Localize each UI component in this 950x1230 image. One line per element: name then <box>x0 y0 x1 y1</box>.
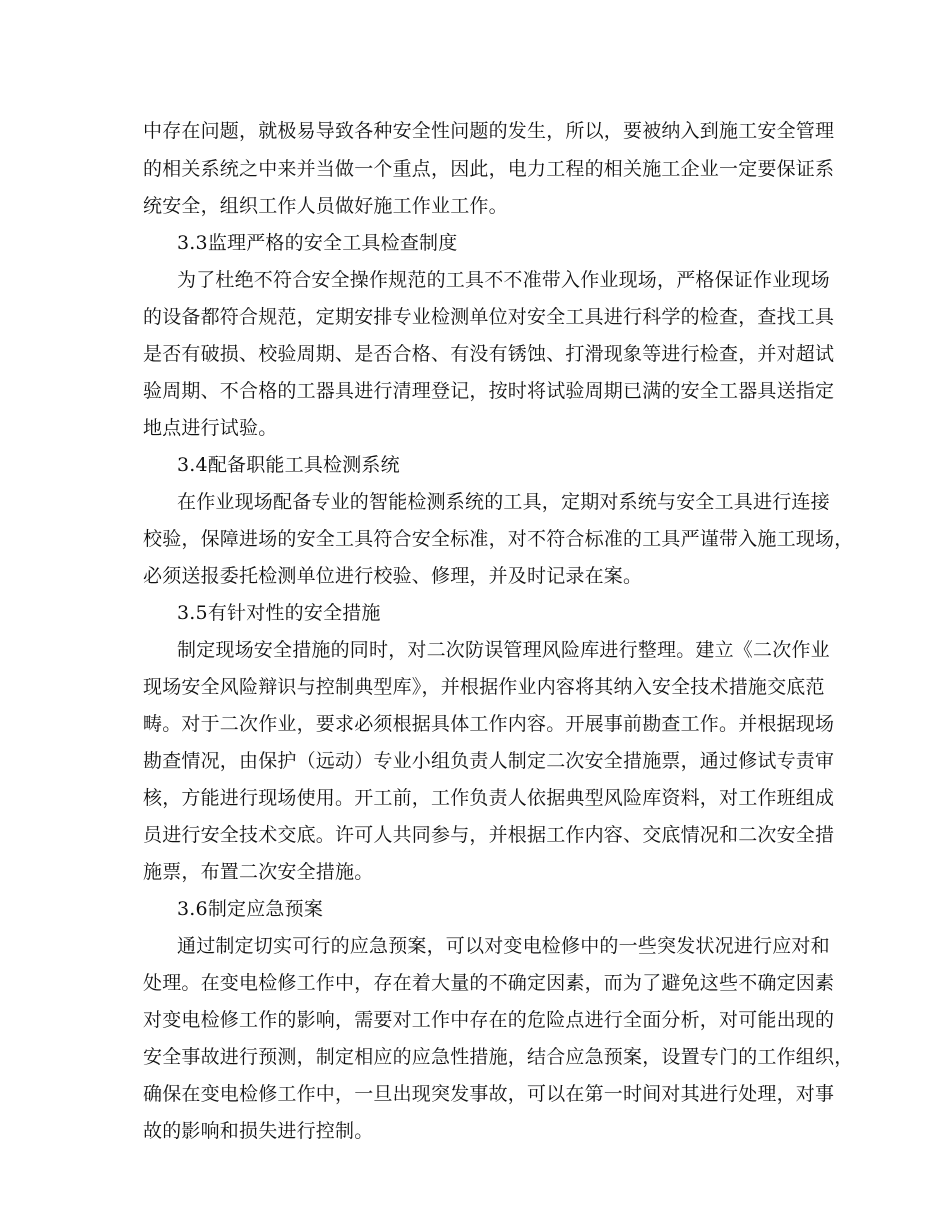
paragraph-line: 员进行安全技术交底。许可人共同参与，并根据工作内容、交底情况和二次安全措 <box>143 824 835 846</box>
paragraph-line: 畴。对于二次作业，要求必须根据具体工作内容。开展事前勘查工作。并根据现场 <box>143 713 835 735</box>
section-heading-3-6: 3.6制定应急预案 <box>177 898 324 920</box>
section-heading-3-4: 3.4配备职能工具检测系统 <box>177 454 400 476</box>
paragraph-line: 对变电检修工作的影响，需要对工作中存在的危险点进行全面分析，对可能出现的 <box>143 1009 835 1031</box>
paragraph-line: 施票，布置二次安全措施。 <box>143 861 374 883</box>
paragraph-line: 校验，保障进场的安全工具符合安全标准，对不符合标准的工具严谨带入施工现场， <box>143 528 854 550</box>
paragraph-line: 核，方能进行现场使用。开工前，工作负责人依据典型风险库资料，对工作班组成 <box>143 787 835 809</box>
paragraph-line: 故的影响和损失进行控制。 <box>143 1120 374 1142</box>
paragraph-line: 现场安全风险辩识与控制典型库》，并根据作业内容将其纳入安全技术措施交底范 <box>143 676 825 698</box>
paragraph-line: 必须送报委托检测单位进行校验、修理，并及时记录在案。 <box>143 565 643 587</box>
paragraph-line: 通过制定切实可行的应急预案，可以对变电检修中的一些突发状况进行应对和 <box>177 935 830 957</box>
paragraph-line: 地点进行试验。 <box>143 417 278 439</box>
paragraph-line: 为了杜绝不符合安全操作规范的工具不不准带入作业现场，严格保证作业现场 <box>177 269 830 291</box>
paragraph-line: 在作业现场配备专业的智能检测系统的工具，定期对系统与安全工具进行连接 <box>177 491 830 513</box>
paragraph-line: 统安全，组织工作人员做好施工作业工作。 <box>143 195 508 217</box>
paragraph-line: 制定现场安全措施的同时，对二次防误管理风险库进行整理。建立《二次作业 <box>177 639 830 661</box>
paragraph-line: 的设备都符合规范，定期安排专业检测单位对安全工具进行科学的检查，查找工具 <box>143 306 835 328</box>
paragraph-line: 处理。在变电检修工作中，存在着大量的不确定因素，而为了避免这些不确定因素 <box>143 972 835 994</box>
paragraph-line: 勘查情况，由保护（远动）专业小组负责人制定二次安全措施票，通过修试专责审 <box>143 750 835 772</box>
section-heading-3-3: 3.3监理严格的安全工具检查制度 <box>177 232 458 254</box>
paragraph-line: 的相关系统之中来并当做一个重点，因此，电力工程的相关施工企业一定要保证系 <box>143 158 835 180</box>
section-heading-3-5: 3.5有针对性的安全措施 <box>177 602 381 624</box>
paragraph-line: 安全事故进行预测，制定相应的应急性措施，结合应急预案，设置专门的工作组织， <box>143 1046 854 1068</box>
paragraph-line: 中存在问题，就极易导致各种安全性问题的发生，所以，要被纳入到施工安全管理 <box>143 120 835 142</box>
paragraph-line: 确保在变电检修工作中，一旦出现突发事故，可以在第一时间对其进行处理，对事 <box>143 1083 835 1105</box>
paragraph-line: 是否有破损、校验周期、是否合格、有没有锈蚀、打滑现象等进行检查，并对超试 <box>143 343 835 365</box>
paragraph-line: 验周期、不合格的工器具进行清理登记，按时将试验周期已满的安全工器具送指定 <box>143 380 835 402</box>
